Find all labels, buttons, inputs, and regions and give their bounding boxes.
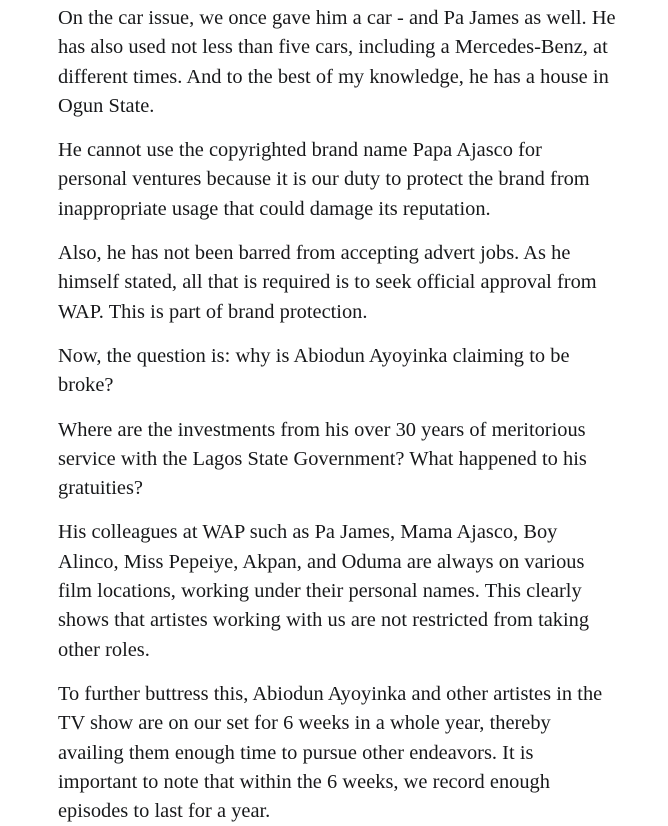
paragraph-6: His colleagues at WAP such as Pa James, Mama Ajasco, Boy Alinco, Miss Pepeiye, Akpan, and Oduma are always on various film locations, working under their personal names. This clearly shows that artistes working with us are not restricted from taking other roles.: [58, 521, 590, 661]
paragraph-7: To further buttress this, Abiodun Ayoyinka and other artistes in the TV show are on our set for 6 weeks in a whole year, thereby availing them enough time to pursue other endeavors. It is important to note that within the 6 weeks, we record enough episodes to last for a year.: [58, 682, 603, 823]
paragraph-2: He cannot use the copyrighted brand name Papa Ajasco for personal ventures because it is our duty to protect the brand from inappropriate usage that could damage its reputation.: [58, 139, 590, 220]
paragraph-1: On the car issue, we once gave him a car - and Pa James as well. He has also used not less than five cars, including a Mercedes-Benz, at different times. And to the best of my knowledge, he has a house in Ogun State.: [58, 7, 616, 117]
paragraph-3: Also, he has not been barred from accepting advert jobs. As he himself stated, all that is required is to seek official approval from WAP. This is part of brand protection.: [58, 242, 597, 323]
document-body: [58, 4, 616, 826]
paragraph-4: Now, the question is: why is Abiodun Ayoyinka claiming to be broke?: [58, 344, 570, 397]
paragraph-5: Where are the investments from his over 30 years of meritorious service with the Lagos State Government? What happened to his gratuities?: [58, 418, 587, 500]
